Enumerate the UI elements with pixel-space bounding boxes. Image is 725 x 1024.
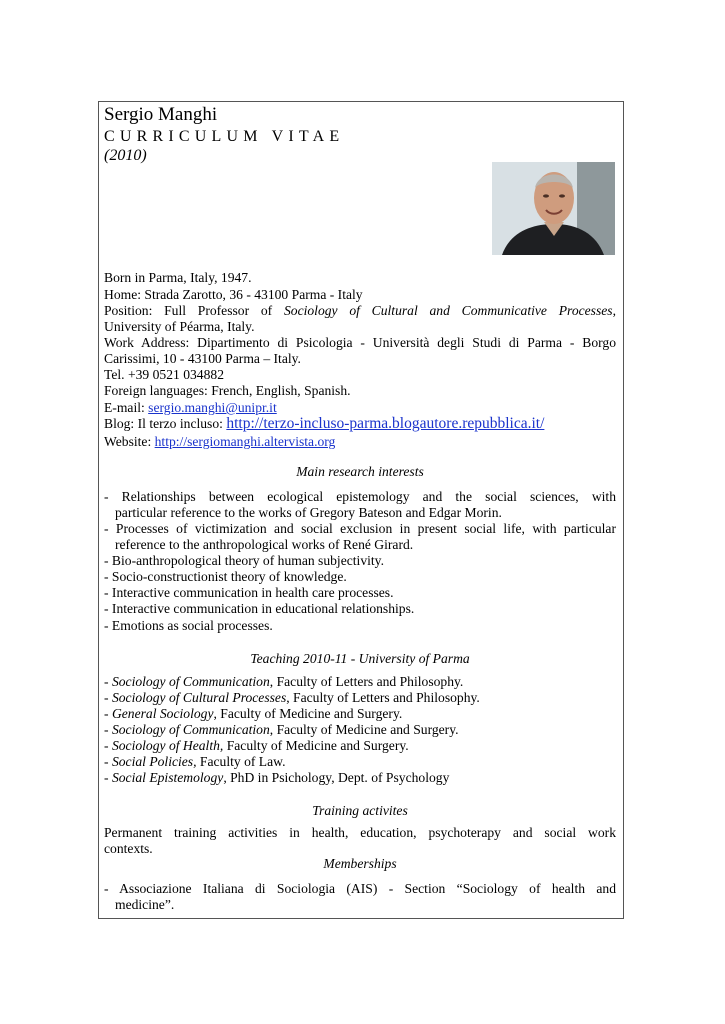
research-item-2-line2: reference to the anthropological works of René Girard. <box>115 537 414 552</box>
portrait-photo-svg <box>492 162 615 255</box>
course-item <box>104 690 616 706</box>
course-title: General Sociology <box>111 706 214 721</box>
course-dash: - <box>104 770 112 785</box>
course-title: Social Policies, <box>111 754 197 769</box>
memberships-heading: Memberships <box>323 856 397 871</box>
position-suffix: , <box>612 303 616 318</box>
position-field: Sociology of Cultural and Communicative Processes <box>283 303 613 318</box>
course-faculty: , PhD in Psichology, Dept. of Psychology <box>223 770 450 785</box>
email-link[interactable]: sergio.manghi@unipr.it <box>148 400 277 415</box>
course-item <box>104 770 616 786</box>
membership-line1: - Associazione Italiana di Sociologia (AIS) - Section “Sociology of health and <box>104 881 616 896</box>
course-title: Sociology of Health, <box>111 738 224 753</box>
document-subtitle: CURRICULUM VITAE <box>104 128 345 145</box>
course-dash: - <box>104 738 112 753</box>
portrait-photo-icon <box>492 162 615 255</box>
born-text: Born in Parma, Italy, 1947. <box>104 270 252 285</box>
website-link[interactable]: http://sergiomanghi.altervista.org <box>154 434 336 449</box>
research-item-2-line1: - Processes of victimization and social exclusion in present social life, with particular <box>104 521 616 536</box>
person-name: Sergio Manghi <box>104 104 218 125</box>
training-heading: Training activites <box>312 803 408 818</box>
research-item-5: - Interactive communication in health care processes. <box>104 585 394 600</box>
course-title: Social Epistemology <box>111 770 224 785</box>
course-faculty: , Faculty of Medicine and Surgery. <box>269 722 459 737</box>
telephone: Tel. +39 0521 034882 <box>104 367 224 382</box>
position-university: University of Péarma, Italy. <box>104 319 255 334</box>
course-faculty: , Faculty of Letters and Philosophy. <box>269 674 464 689</box>
course-faculty: Faculty of Medicine and Surgery. <box>223 738 409 753</box>
course-dash: - <box>104 706 112 721</box>
membership-line2: medicine”. <box>115 897 175 912</box>
course-title: Sociology of Communication <box>111 722 270 737</box>
blog-link[interactable]: http://terzo-incluso-parma.blogautore.repubblica.it/ <box>226 415 545 432</box>
training-text-line1: Permanent training activities in health, education, psychoterapy and social work <box>104 825 616 840</box>
course-item <box>104 738 616 754</box>
course-title: Sociology of Cultural Processes <box>111 690 287 705</box>
course-dash: - <box>104 674 112 689</box>
work-address-line2: Carissimi, 10 - 43100 Parma – Italy. <box>104 351 301 366</box>
research-item-4: - Socio-constructionist theory of knowledge. <box>104 569 347 584</box>
research-item-1-line2: particular reference to the works of Gregory Bateson and Edgar Morin. <box>115 505 502 520</box>
course-dash: - <box>104 690 112 705</box>
research-item-3: - Bio-anthropological theory of human subjectivity. <box>104 553 384 568</box>
course-title: Sociology of Communication <box>111 674 270 689</box>
blog-line <box>104 416 616 432</box>
website-label: Website: <box>104 434 155 449</box>
research-item-6: - Interactive communication in educational relationships. <box>104 601 415 616</box>
course-faculty: , Faculty of Medicine and Surgery. <box>213 706 403 721</box>
home-address: Home: Strada Zarotto, 36 - 43100 Parma - Italy <box>104 287 363 302</box>
course-faculty: , Faculty of Letters and Philosophy. <box>286 690 480 705</box>
work-address-line1: Work Address: Dipartimento di Psicologia - Università degli Studi di Parma - Borgo <box>104 335 616 350</box>
research-item-7: - Emotions as social processes. <box>104 618 273 633</box>
teaching-heading: Teaching 2010-11 - University of Parma <box>250 651 470 666</box>
course-item <box>104 754 616 770</box>
course-dash: - <box>104 722 112 737</box>
course-item <box>104 674 616 690</box>
course-faculty: Faculty of Law. <box>196 754 286 769</box>
research-heading: Main research interests <box>296 464 424 479</box>
document-year: (2010) <box>104 147 147 164</box>
email-line <box>104 400 616 416</box>
website-line <box>104 434 616 450</box>
training-text-line2: contexts. <box>104 841 153 856</box>
research-item-1-line1: - Relationships between ecological epistemology and the social sciences, with <box>104 489 616 504</box>
course-dash: - <box>104 754 112 769</box>
course-item <box>104 706 616 722</box>
position-line <box>104 303 616 319</box>
email-label: E-mail: <box>104 400 149 415</box>
position-prefix: Position: Full Professor of <box>104 303 284 318</box>
foreign-languages: Foreign languages: French, English, Spanish. <box>104 383 351 398</box>
blog-label: Blog: Il terzo incluso: <box>104 416 227 431</box>
course-item <box>104 722 616 738</box>
